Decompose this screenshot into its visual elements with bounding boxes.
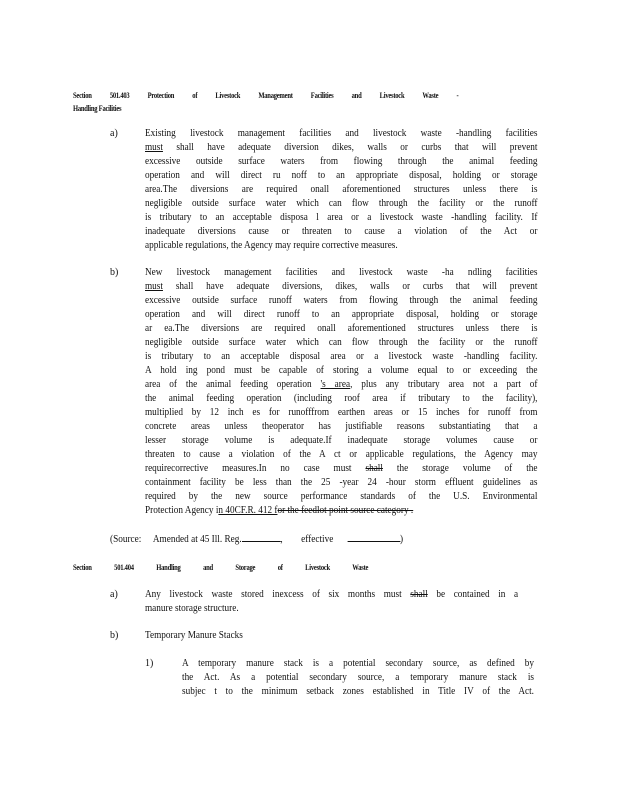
deleted-text: or the feedlot point source category . (277, 505, 414, 516)
deleted-text: shall (410, 589, 428, 600)
text-line: must shall have adequate diversions, dikes, walls or curbs that will prevent (145, 281, 538, 292)
text-line: Existing livestock management facilities and livestock waste -handling facilities (145, 128, 538, 139)
text-line: containment facility be less than the 25 -year 24 -hour storm effluent guidelines as (145, 477, 538, 488)
text-line: is tributary to an acceptable disposal area or a livestock waste -handling facility. (145, 351, 538, 362)
text-line: threaten to cause a violation of the A ct or applicable regulations, the Agency may (145, 449, 538, 460)
paragraph-existing-facilities (145, 127, 537, 253)
section-heading: Section 501.403 Protection of Livestock Management Facilities and Livestock Waste - (73, 91, 459, 100)
text-line: the animal feeding operation (including roof area if tributary to the facility), (145, 393, 538, 404)
text-line: operation and will direct runoff to an appropriate disposal, holding or storage (145, 309, 538, 320)
paragraph-temporary-stack (182, 657, 534, 699)
item-marker-1: 1) (145, 658, 154, 669)
text-line: area of the animal feeding operation 's area, plus any tributary area not a part of (145, 379, 538, 390)
section-heading: Section 501.404 Handling and Storage of Livestock Waste (73, 563, 369, 572)
section-heading-continued: Handling Facilities (73, 104, 122, 113)
item-marker-b: b) (110, 267, 119, 278)
text-line: required by the new source performance standards of the U.S. Environmental (145, 491, 538, 502)
paragraph-new-facilities (145, 266, 537, 518)
text-line: Temporary Manure Stacks (145, 630, 243, 641)
inserted-text: n 40CF.R. 412 f (218, 505, 278, 516)
text-line: the Act. As a potential secondary source, a temporary manure stack is (182, 672, 534, 683)
text-line: requirecorrective measures.In no case must shall the storage volume of the (145, 463, 538, 474)
text-line: negligible outside surface water which can flow through the facility or the runoff (145, 337, 538, 348)
text-line: must shall have adequate diversion dikes, walls or curbs that will prevent (145, 142, 538, 153)
text-line: A hold ing pond must be capable of storing a volume equal to or exceeding the (145, 365, 538, 376)
text-line: Protection Agency in 40CF.R. 412 for the feedlot point source category . (145, 505, 414, 516)
text-line: manure storage structure. (145, 603, 239, 614)
source-note: (Source: Amended at 45 Ill. Reg. , effective ) (110, 534, 404, 545)
item-marker-b: b) (110, 630, 119, 641)
text-line: A temporary manure stack is a potential secondary source, as defined by (182, 658, 534, 669)
text-line: is tributary to an acceptable disposa l area or a livestock waste -handling facility. If (145, 212, 538, 223)
text-line: applicable regulations, the Agency may require corrective measures. (145, 240, 398, 251)
item-marker-a: a) (110, 589, 118, 600)
blank-line (347, 541, 400, 542)
item-marker-a: a) (110, 128, 118, 139)
text-line: excessive outside surface runoff waters from flowing through the animal feeding (145, 295, 538, 306)
inserted-text: must (145, 142, 163, 153)
subheading-temporary-manure-stacks (145, 629, 321, 643)
blank-line (242, 541, 281, 542)
text-line: operation and will direct ru noff to an appropriate disposal, holding or storage (145, 170, 538, 181)
text-line: concrete areas unless theoperator has justifiable reasons substantiating that a (145, 421, 538, 432)
text-line: inadequate diversions cause or threaten to cause a violation of the Act or (145, 226, 538, 237)
text-line: excessive outside surface waters from flowing through the animal feeding (145, 156, 538, 167)
text-line: subjec t to the minimum setback zones established in Title IV of the Act. (182, 686, 534, 697)
inserted-text: must (145, 281, 163, 292)
text-line: negligible outside surface water which can flow through the facility or the runoff (145, 198, 538, 209)
text-line: ar ea.The diversions are required onall aforementioned structures unless there is (145, 323, 538, 334)
paragraph-storage-requirement (145, 588, 518, 616)
deleted-text: shall (365, 463, 383, 474)
text-line: Any livestock waste stored inexcess of six months must shall be contained in a (145, 589, 519, 600)
text-line: New livestock management facilities and livestock waste -ha ndling facilities (145, 267, 538, 278)
text-line: lesser storage volume is adequate.If inadequate storage volumes cause or (145, 435, 538, 446)
text-line: area.The diversions are required onall aforementioned structures unless there is (145, 184, 538, 195)
inserted-text: 's area (320, 379, 351, 390)
text-line: multiplied by 12 inch es for runofffrom earthen areas or 15 inches for runoff from (145, 407, 538, 418)
